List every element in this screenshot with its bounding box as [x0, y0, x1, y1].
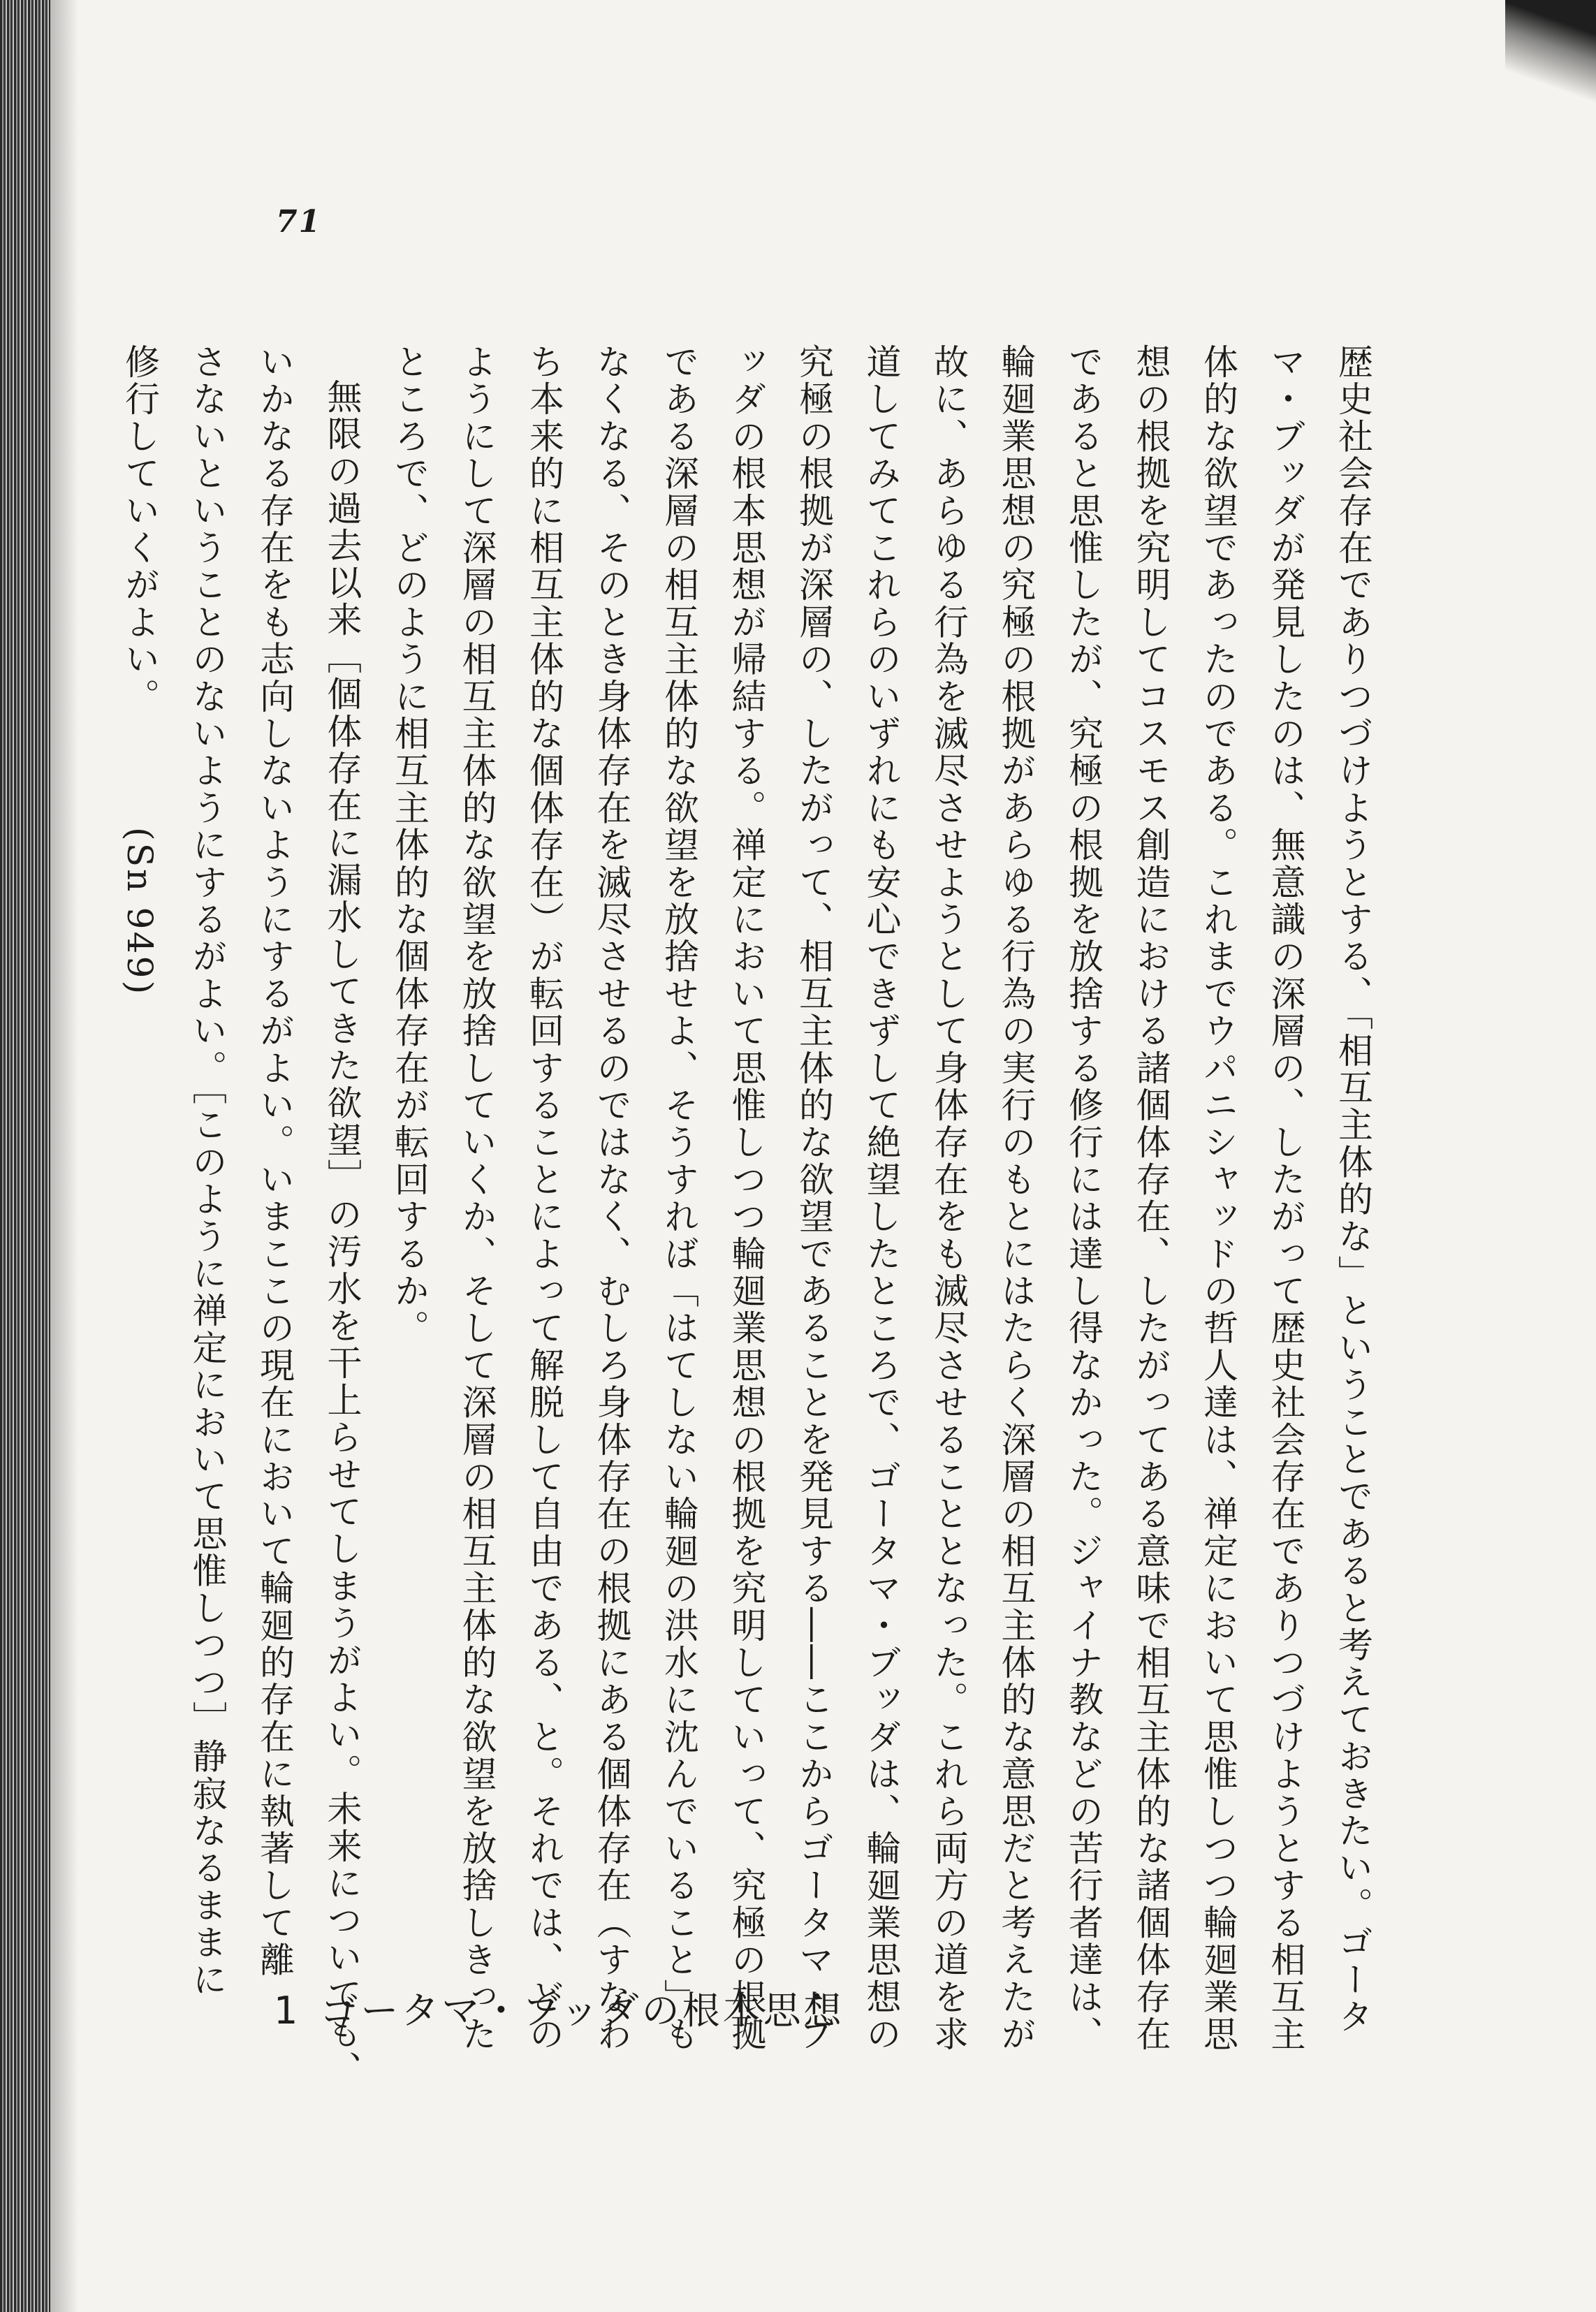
body-text [119, 344, 1386, 2088]
scan-binding-edge [0, 0, 50, 2312]
quote-line: さないということのないようにするがよい。［このように禅定において思惟しつつ］静寂なるままに [186, 344, 228, 1998]
text-line: マ・ブッダが発見したのは、無意識の深層の、したがって歴史社会存在でありつづけようとする相互主 [1265, 344, 1306, 2054]
text-line: ようにして深層の相互主体的な欲望を放捨していくか、そして深層の相互主体的な欲望を放捨しきった [456, 344, 497, 2054]
text-line: であると思惟したが、究極の根拠を放捨する修行には達し得なかった。ジャイナ教などの苦行者達は、 [1063, 344, 1104, 2054]
text-line: 想の根拠を究明してコスモス創造における諸個体存在、したがってある意味で相互主体的な諸個体存在 [1130, 344, 1171, 2054]
text-line: 故に、あらゆる行為を滅尽させようとして身体存在をも滅尽させることとなった。これら両方の道を求 [928, 344, 969, 2054]
text-line: 究極の根拠が深層の、したがって、相互主体的な欲望であることを発見する――ここからゴータマ・ブ [793, 344, 834, 2054]
page-number: 71 [276, 204, 322, 240]
scan-binding-shadow [50, 0, 78, 2312]
text-line: ッダの根本思想が帰結する。禅定において思惟しつつ輪廻業思想の根拠を究明していって、究極の根拠 [726, 344, 767, 2054]
quote-line-last [106, 344, 174, 1741]
section-number: 1 [274, 1989, 301, 2033]
text-line: 道してみてこれらのいずれにも安心できずして絶望したところで、ゴータマ・ブッダは、輪廻業思想の [861, 344, 902, 2054]
text-line: である深層の相互主体的な欲望を放捨せよ、そうすれば「はてしない輪廻の洪水に沈んでいること」も [659, 344, 699, 2054]
text-line: 歴史社会存在でありつづけようとする、「相互主体的な」ということであると考えておきたい。ゴータ [1333, 344, 1373, 2036]
text-line: ち本来的に相互主体的な個体存在）が転回することによって解脱して自由である、と。それでは、どの [524, 344, 564, 2054]
citation: (Sn 949) [119, 827, 160, 997]
section-heading [274, 1981, 844, 2035]
text-line: ところで、どのように相互主体的な個体存在が転回するか。 [389, 344, 430, 1347]
section-title: ゴータマ・ブッダの根本思想 [320, 1989, 844, 2033]
text-line: なくなる、そのとき身体存在を滅尽させるのではなく、むしろ身体存在の根拠にある個体存在（すなわ [591, 344, 632, 2054]
text-line: 体的な欲望であったのである。これまでウパニシャッドの哲人達は、禅定において思惟しつつ輪廻業思 [1198, 344, 1238, 2054]
text-line: 輪廻業思想の究極の根拠があらゆる行為の実行のもとにはたらく深層の相互主体的な意思だと考えたが [995, 344, 1037, 2054]
quote-line: いかなる存在をも志向しないようにするがよい。いまここの現在において輪廻的存在に執著して離 [254, 344, 295, 1979]
quote-line-text: 修行していくがよい。 [119, 344, 160, 715]
paragraph-2-quotation [106, 344, 376, 2088]
scan-corner-shadow [1505, 0, 1596, 105]
paragraph-1 [376, 344, 1387, 2054]
quote-line: 無限の過去以来［個体存在に漏水してきた欲望］の汚水を干上らせてしまうがよい。未来についても、 [321, 379, 363, 2088]
